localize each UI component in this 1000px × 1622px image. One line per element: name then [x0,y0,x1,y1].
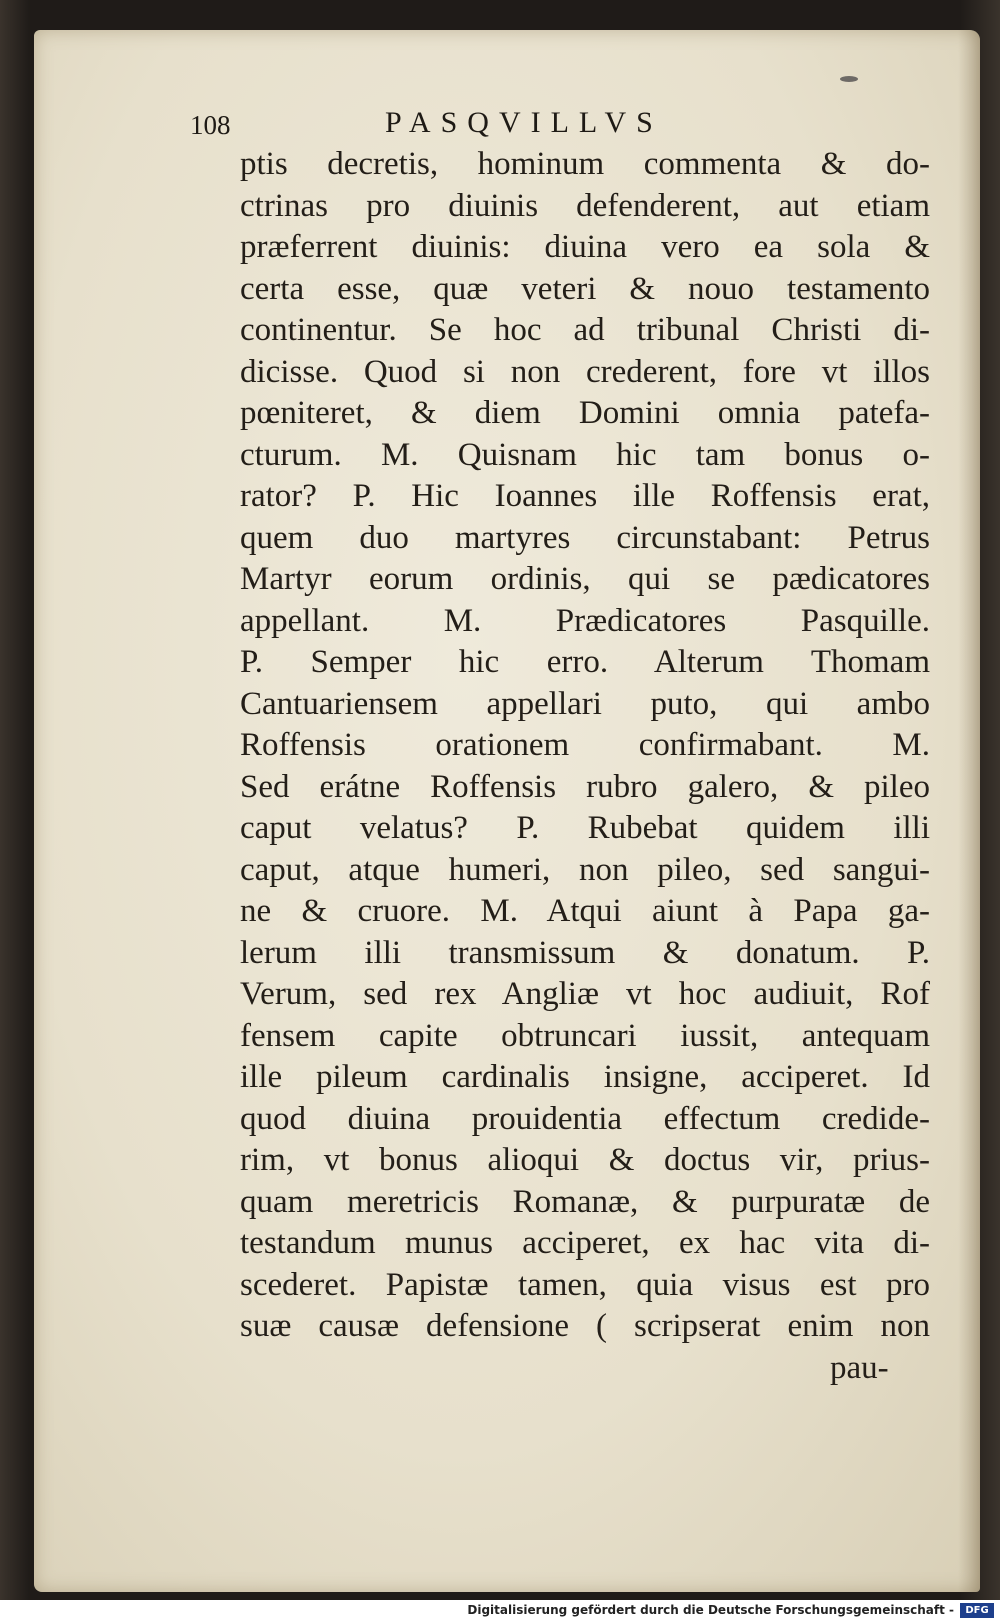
page-header [190,106,930,146]
text-line: cturum. M. Quisnam hic tam bonus o- [240,436,930,473]
text-line: quam meretricis Romanæ, & purpuratæ de [240,1183,930,1220]
text-line: ille pileum cardinalis insigne, acciperet. Id [240,1059,930,1095]
page-edge-shadow [958,30,980,1592]
text-line: ctrinas pro diuinis defenderent, aut etiam [240,187,930,224]
funding-credit: Digitalisierung gefördert durch die Deutsche Forschungsgemeinschaft - [467,1603,954,1617]
text-line: ptis decretis, hominum commenta & do- [240,146,930,182]
text-line: testandum munus acciperet, ex hac vita di- [240,1225,930,1261]
text-line: Roffensis orationem confirmabant. M. [240,727,930,763]
text-line: dicisse. Quod si non crederent, fore vt illos [240,353,930,390]
text-line: pœniteret, & diem Domini omnia patefa- [240,395,930,431]
text-line: quod diuina prouidentia effectum credide- [240,1100,930,1137]
text-line: fensem capite obtruncari iussit, antequam [240,1017,930,1054]
body-text [240,144,930,1348]
text-line: certa esse, quæ veteri & nouo testamento [240,270,930,307]
text-line: Cantuariensem appellari puto, qui ambo [240,685,930,722]
running-title: PASQVILLVS [385,106,663,139]
text-line: continentur. Se hoc ad tribunal Christi di- [240,312,930,348]
text-line: suæ causæ defensione ( scripserat enim non [240,1308,930,1344]
text-line: P. Semper hic erro. Alterum Thomam [240,644,930,680]
text-line: ne & cruore. M. Atqui aiunt à Papa ga- [240,893,930,929]
dfg-logo-icon: DFG [960,1603,994,1618]
ink-speck [840,76,858,82]
text-line: præferrent diuinis: diuina vero ea sola & [240,229,930,265]
digitization-footer [0,1600,1000,1622]
text-line: appellant. M. Prædicatores Pasquille. [240,602,930,639]
text-line: rator? P. Hic Ioannes ille Roffensis erat, [240,478,930,514]
page-number: 108 [190,110,231,140]
text-line: scederet. Papistæ tamen, quia visus est pro [240,1266,930,1303]
text-line: caput velatus? P. Rubebat quidem illi [240,810,930,846]
text-line: caput, atque humeri, non pileo, sed sangui- [240,851,930,888]
catchword: pau- [830,1350,889,1386]
text-line: Verum, sed rex Angliæ vt hoc audiuit, Rof [240,976,930,1012]
text-line: Sed erátne Roffensis rubro galero, & pileo [240,768,930,805]
text-line: lerum illi transmissum & donatum. P. [240,934,930,971]
text-line: rim, vt bonus alioqui & doctus vir, prius- [240,1142,930,1178]
text-line: quem duo martyres circunstabant: Petrus [240,519,930,556]
text-line: Martyr eorum ordinis, qui se pædicatores [240,561,930,597]
